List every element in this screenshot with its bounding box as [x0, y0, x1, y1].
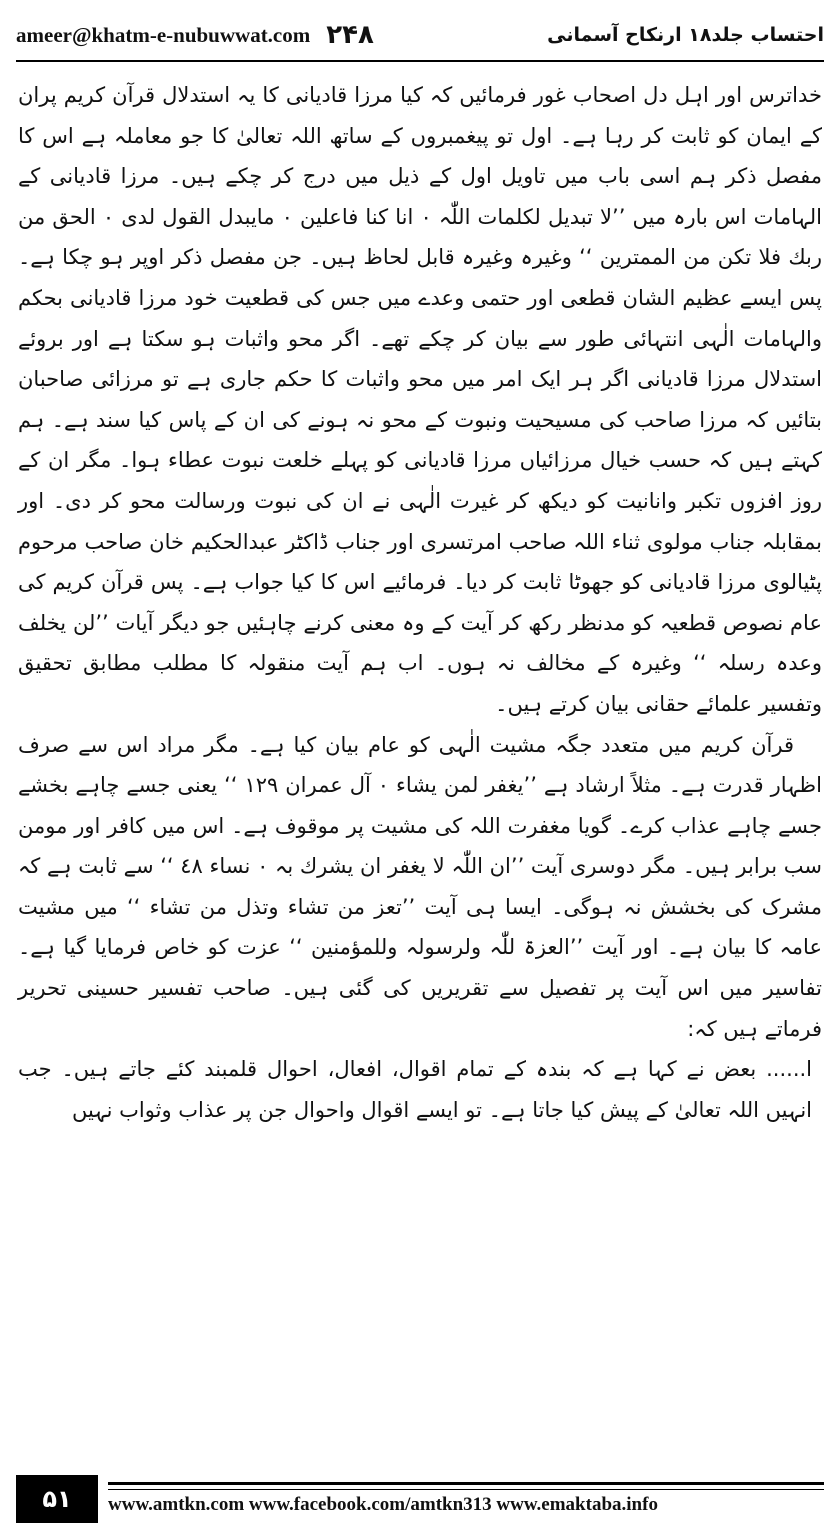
page-body: [18, 75, 822, 1450]
page-header: [16, 10, 824, 62]
footer-page-badge: ۵۱: [16, 1475, 98, 1523]
footer-divider: [108, 1482, 824, 1490]
header-email: ameer@khatm-e-nubuwwat.com: [16, 22, 311, 47]
header-page-number: ۲۴۸: [326, 20, 374, 50]
footer-links: www.amtkn.com www.facebook.com/amtkn313 www.emaktaba.info: [108, 1494, 658, 1515]
footer-rule-wrap: [108, 1482, 824, 1516]
tafseer-quote: ا...... بعض نے کہا ہے کہ بندہ کے تمام اقوال، افعال، احوال قلمبند کئے جاتے ہیں۔ جب انہیں اللہ تعالیٰ کے پیش کیا جاتا ہے۔ تو ایسے اقوال واحوال جن پر عذاب وثواب نہیں: [18, 1057, 812, 1122]
header-left: [16, 20, 374, 50]
body-paragraph-2: قرآن کریم میں متعدد جگہ مشیت الٰہی کو عام بیان کیا ہے۔ مگر مراد اس سے صرف اظہار قدرت ہے۔ مثلاً ارشاد ہے ’’یغفر لمن یشاء ۰ آل عمران ۱۲۹ ‘‘ یعنی جسے چاہے بخشے جسے چاہے عذاب کرے۔ گویا مغفرت اللہ کی مشیت پر موقوف ہے۔ اس میں کافر اور مومن سب برابر ہیں۔ مگر دوسری آیت ’’ان اللّٰہ لا یغفر ان یشرك بہ ۰ نساء ٤٨ ‘‘ سے ثابت ہے کہ مشرک کی بخشش نہ ہوگی۔ ایسا ہی آیت ’’تعز من تشاء وتذل من تشاء ‘‘ میں مشیت عامہ کا بیان ہے۔ اور آیت ’’العزۃ للّٰہ ولرسولہ وللمؤمنین ‘‘ عزت کو خاص فرمایا گیا ہے۔ تفاسیر میں اس آیت پر تفصیل سے تقریریں کی گئی ہیں۔ صاحب تفسیر حسینی تحریر فرماتے ہیں کہ:: [18, 732, 823, 1041]
header-book-title: احتساب جلد۱۸ ارنکاح آسمانی: [547, 24, 824, 46]
body-paragraph-1: خداترس اور اہل دل اصحاب غور فرمائیں کہ کیا مرزا قادیانی کا یہ استدلال قرآن کریم پران کے ایمان کو ثابت کر رہا ہے۔ اول تو پیغمبروں کے ساتھ اللہ تعالیٰ کا جو معاملہ ہے اس کا مفصل ذکر ہم اسی باب میں تاویل اول کے ذیل میں درج کر چکے ہیں۔ مرزا قادیانی کے الہامات اس بارہ میں ’’لا تبدیل لکلمات اللّٰہ ۰ انا کنا فاعلین ۰ مایبدل القول لدی ۰ الحق من ربك فلا تکن من الممترین ‘‘ وغیرہ وغیرہ قابل لحاظ ہیں۔ جن مفصل ذکر اوپر ہو چکا ہے۔ پس ایسے عظیم الشان قطعی اور حتمی وعدے میں جس کی قطعیت خود مرزا قادیانی بحکم والہامات الٰہی انتہائی طور سے بیان کر چکے تھے۔ اگر محو واثبات ہو سکتا ہے اور بروئے استدلال مرزا قادیانی اگر ہر ایک امر میں محو واثبات کا حکم جاری ہے تو مرزائی صاحبان بتائیں کہ مرزا صاحب کی مسیحیت ونبوت کے محو نہ ہونے کی ان کے پاس کیا سند ہے۔ ہم کہتے ہیں کہ حسب خیال مرزائیاں مرزا قادیانی کو پہلے خلعت نبوت عطاء ہوا۔ مگر ان کے روز افزوں تکبر وانانیت کو دیکھ کر غیرت الٰہی نے ان کی نبوت ورسالت محو کر دی۔ اور بمقابلہ جناب مولوی ثناء اللہ صاحب امرتسری اور جناب ڈاکٹر عبدالحکیم خان صاحب مرحوم پٹیالوی مرزا قادیانی کو جھوٹا ثابت کر دیا۔ فرمائیے اس کا کیا جواب ہے۔ پس قرآن کریم کی عام نصوص قطعیہ کو مدنظر رکھ کر آیت کے وہ معنی کرنے چاہئیں جو دیگر آیات ’’لن یخلف وعدہ رسلہ ‘‘ وغیرہ کے مخالف نہ ہوں۔ اب ہم آیت منقولہ کا مطلب مطابق تحقیق وتفسیر علمائے حقانی بیان کرتے ہیں۔: [18, 83, 823, 716]
page-footer: [16, 1470, 824, 1528]
